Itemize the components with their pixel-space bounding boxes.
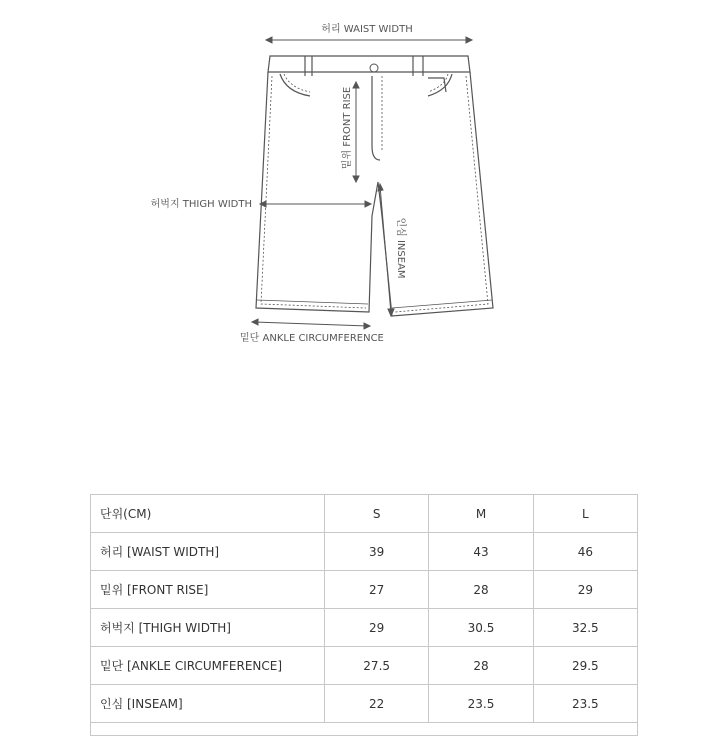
value-m: 28 <box>429 571 533 609</box>
value-m: 28 <box>429 647 533 685</box>
value-s: 39 <box>325 533 429 571</box>
front-rise-label: 밑위 FRONT RISE <box>342 86 353 170</box>
table-row <box>91 533 638 571</box>
value-l: 29.5 <box>533 647 637 685</box>
thigh-width-label: 허벅지 THIGH WIDTH <box>150 199 252 210</box>
size-l-header: L <box>533 495 637 533</box>
thigh-width-arrow <box>260 201 371 207</box>
table-row <box>91 609 638 647</box>
value-s: 27 <box>325 571 429 609</box>
shorts-outline <box>256 56 493 316</box>
value-m: 23.5 <box>429 685 533 723</box>
row-label: 밑단 [ANKLE CIRCUMFERENCE] <box>91 647 325 685</box>
button-icon <box>370 64 378 72</box>
value-s: 29 <box>325 609 429 647</box>
value-m: 30.5 <box>429 609 533 647</box>
size-m-header: M <box>429 495 533 533</box>
value-l: 46 <box>533 533 637 571</box>
value-l: 29 <box>533 571 637 609</box>
front-rise-arrow <box>353 82 359 182</box>
value-s: 27.5 <box>325 647 429 685</box>
row-label: 허벅지 [THIGH WIDTH] <box>91 609 325 647</box>
value-l: 32.5 <box>533 609 637 647</box>
row-label: 인심 [INSEAM] <box>91 685 325 723</box>
table-row-empty <box>91 723 638 736</box>
ankle-circumference-arrow <box>252 319 370 329</box>
table-row <box>91 647 638 685</box>
waist-width-arrow <box>266 37 472 43</box>
table-row <box>91 685 638 723</box>
inseam-label: 인심 INSEAM <box>395 217 406 279</box>
value-l: 23.5 <box>533 685 637 723</box>
ankle-circumference-label: 밑단 ANKLE CIRCUMFERENCE <box>240 333 384 344</box>
table-row <box>91 571 638 609</box>
row-label: 밑위 [FRONT RISE] <box>91 571 325 609</box>
value-m: 43 <box>429 533 533 571</box>
unit-header: 단위(CM) <box>91 495 325 533</box>
value-s: 22 <box>325 685 429 723</box>
size-table <box>90 494 638 736</box>
size-s-header: S <box>325 495 429 533</box>
waist-width-label: 허리 WAIST WIDTH <box>321 24 413 35</box>
row-label: 허리 [WAIST WIDTH] <box>91 533 325 571</box>
table-header-row <box>91 495 638 533</box>
